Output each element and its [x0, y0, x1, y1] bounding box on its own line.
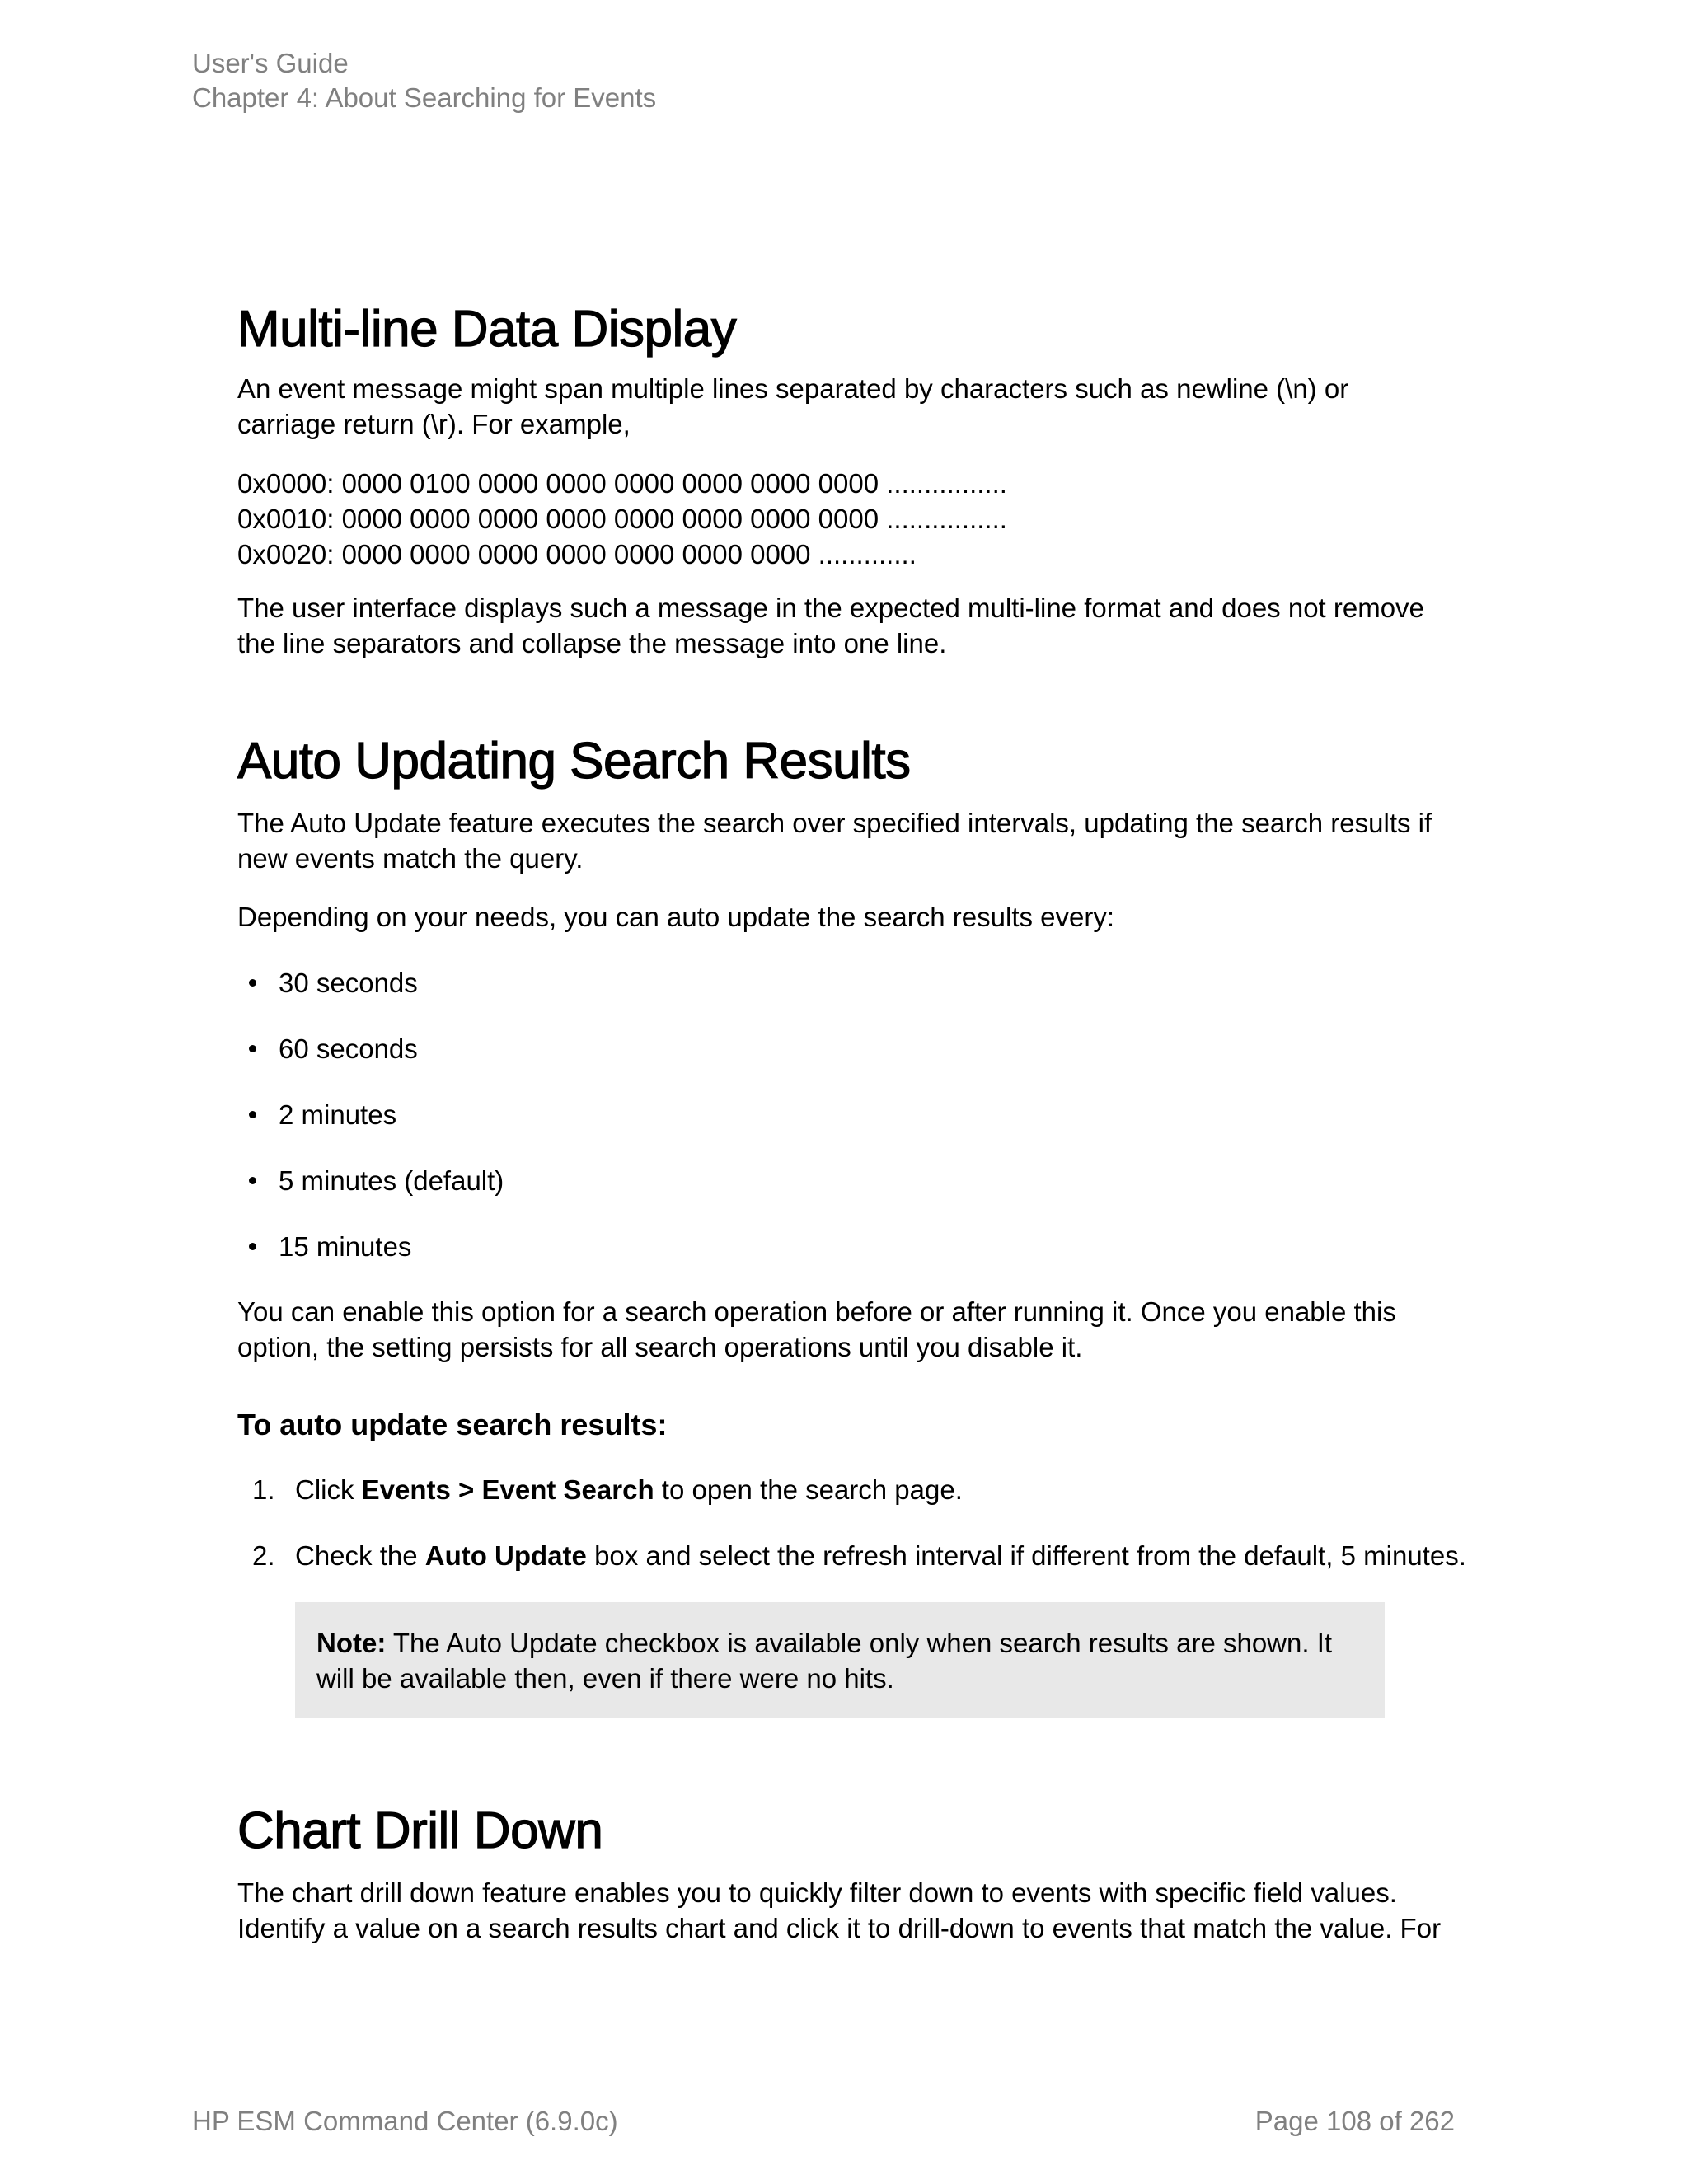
ui-path: Events > Event Search [361, 1474, 654, 1505]
list-item-text: 2 minutes [279, 1099, 397, 1130]
section-chart-drill-down [237, 1802, 1449, 1861]
section-multiline [237, 300, 1449, 359]
list-item [237, 1097, 1449, 1132]
section-multiline-intro [237, 371, 1449, 442]
note-label: Note: [316, 1628, 387, 1658]
paragraph: You can enable this option for a search operation before or after running it. Once you enable this option, the setting persists for all search operations until you disable it. [237, 1296, 1396, 1362]
code-line: 0x0000: 0000 0100 0000 0000 0000 0000 0000 0000 ................ [237, 468, 1007, 499]
ui-label: Auto Update [424, 1540, 587, 1571]
section-auto-update-lead [237, 899, 1449, 935]
chapter-title: Chapter 4: About Searching for Events [192, 82, 657, 113]
list-item-text: 30 seconds [279, 968, 418, 998]
interval-list [237, 965, 1449, 1295]
bullet-icon [249, 1243, 256, 1250]
bullet-icon [249, 1045, 256, 1052]
procedure-title: To auto update search results: [237, 1408, 668, 1441]
section-chart-drill-down-body [237, 1875, 1449, 1946]
section-auto-update-after [237, 1294, 1449, 1365]
list-item [237, 1229, 1449, 1264]
step-text: box and select the refresh interval if different from the default, 5 minutes. [586, 1540, 1466, 1571]
procedure-steps [237, 1472, 1474, 1573]
bullet-icon [249, 979, 256, 987]
step-text: Check the [295, 1540, 425, 1571]
paragraph: The chart drill down feature enables you to quickly filter down to events with specific field values. Identify a value on a search results chart and click it to drill-down to events that match the value. For [237, 1877, 1442, 1943]
step-item [237, 1472, 1474, 1507]
section-auto-update-intro [237, 805, 1449, 876]
section-title: Multi-line Data Display [237, 301, 737, 358]
procedure-heading-wrap [237, 1407, 1449, 1443]
step-text: to open the search page. [654, 1474, 963, 1505]
step-item [237, 1538, 1474, 1573]
list-item-text: 60 seconds [279, 1033, 418, 1064]
section-multiline-body [237, 590, 1449, 661]
section-title: Auto Updating Search Results [237, 733, 911, 790]
list-item-text: 5 minutes (default) [279, 1165, 504, 1196]
guide-title: User's Guide [192, 48, 349, 78]
note-box [295, 1602, 1385, 1718]
section-auto-update [237, 732, 1449, 791]
list-item-text: 15 minutes [279, 1231, 412, 1262]
step-text: Click [295, 1474, 362, 1505]
step-number: 1. [252, 1474, 275, 1505]
bullet-icon [249, 1177, 256, 1184]
bullet-icon [249, 1111, 256, 1118]
paragraph: The Auto Update feature executes the search over specified intervals, updating the search results if new events match the query. [237, 808, 1432, 874]
footer-product: HP ESM Command Center (6.9.0c) [192, 2106, 618, 2136]
paragraph: An event message might span multiple lines separated by characters such as newline (\n) or carriage return (\r). For example, [237, 373, 1349, 439]
list-item [237, 1163, 1449, 1198]
footer-page-number: Page 108 of 262 [1254, 2106, 1455, 2136]
running-header [192, 46, 656, 115]
step-number: 2. [252, 1540, 275, 1571]
section-title: Chart Drill Down [237, 1802, 603, 1859]
note-text: The Auto Update checkbox is available only when search results are shown. It will be available then, even if there were no hits. [316, 1628, 1333, 1694]
paragraph: The user interface displays such a message in the expected multi-line format and does not remove the line separators and collapse the message into one line. [237, 593, 1424, 658]
paragraph: Depending on your needs, you can auto update the search results every: [237, 902, 1115, 932]
code-line: 0x0020: 0000 0000 0000 0000 0000 0000 0000 ............. [237, 539, 917, 569]
hex-example [237, 466, 1449, 572]
list-item [237, 1031, 1449, 1066]
list-item [237, 965, 1449, 1001]
code-line: 0x0010: 0000 0000 0000 0000 0000 0000 0000 0000 ................ [237, 504, 1007, 534]
